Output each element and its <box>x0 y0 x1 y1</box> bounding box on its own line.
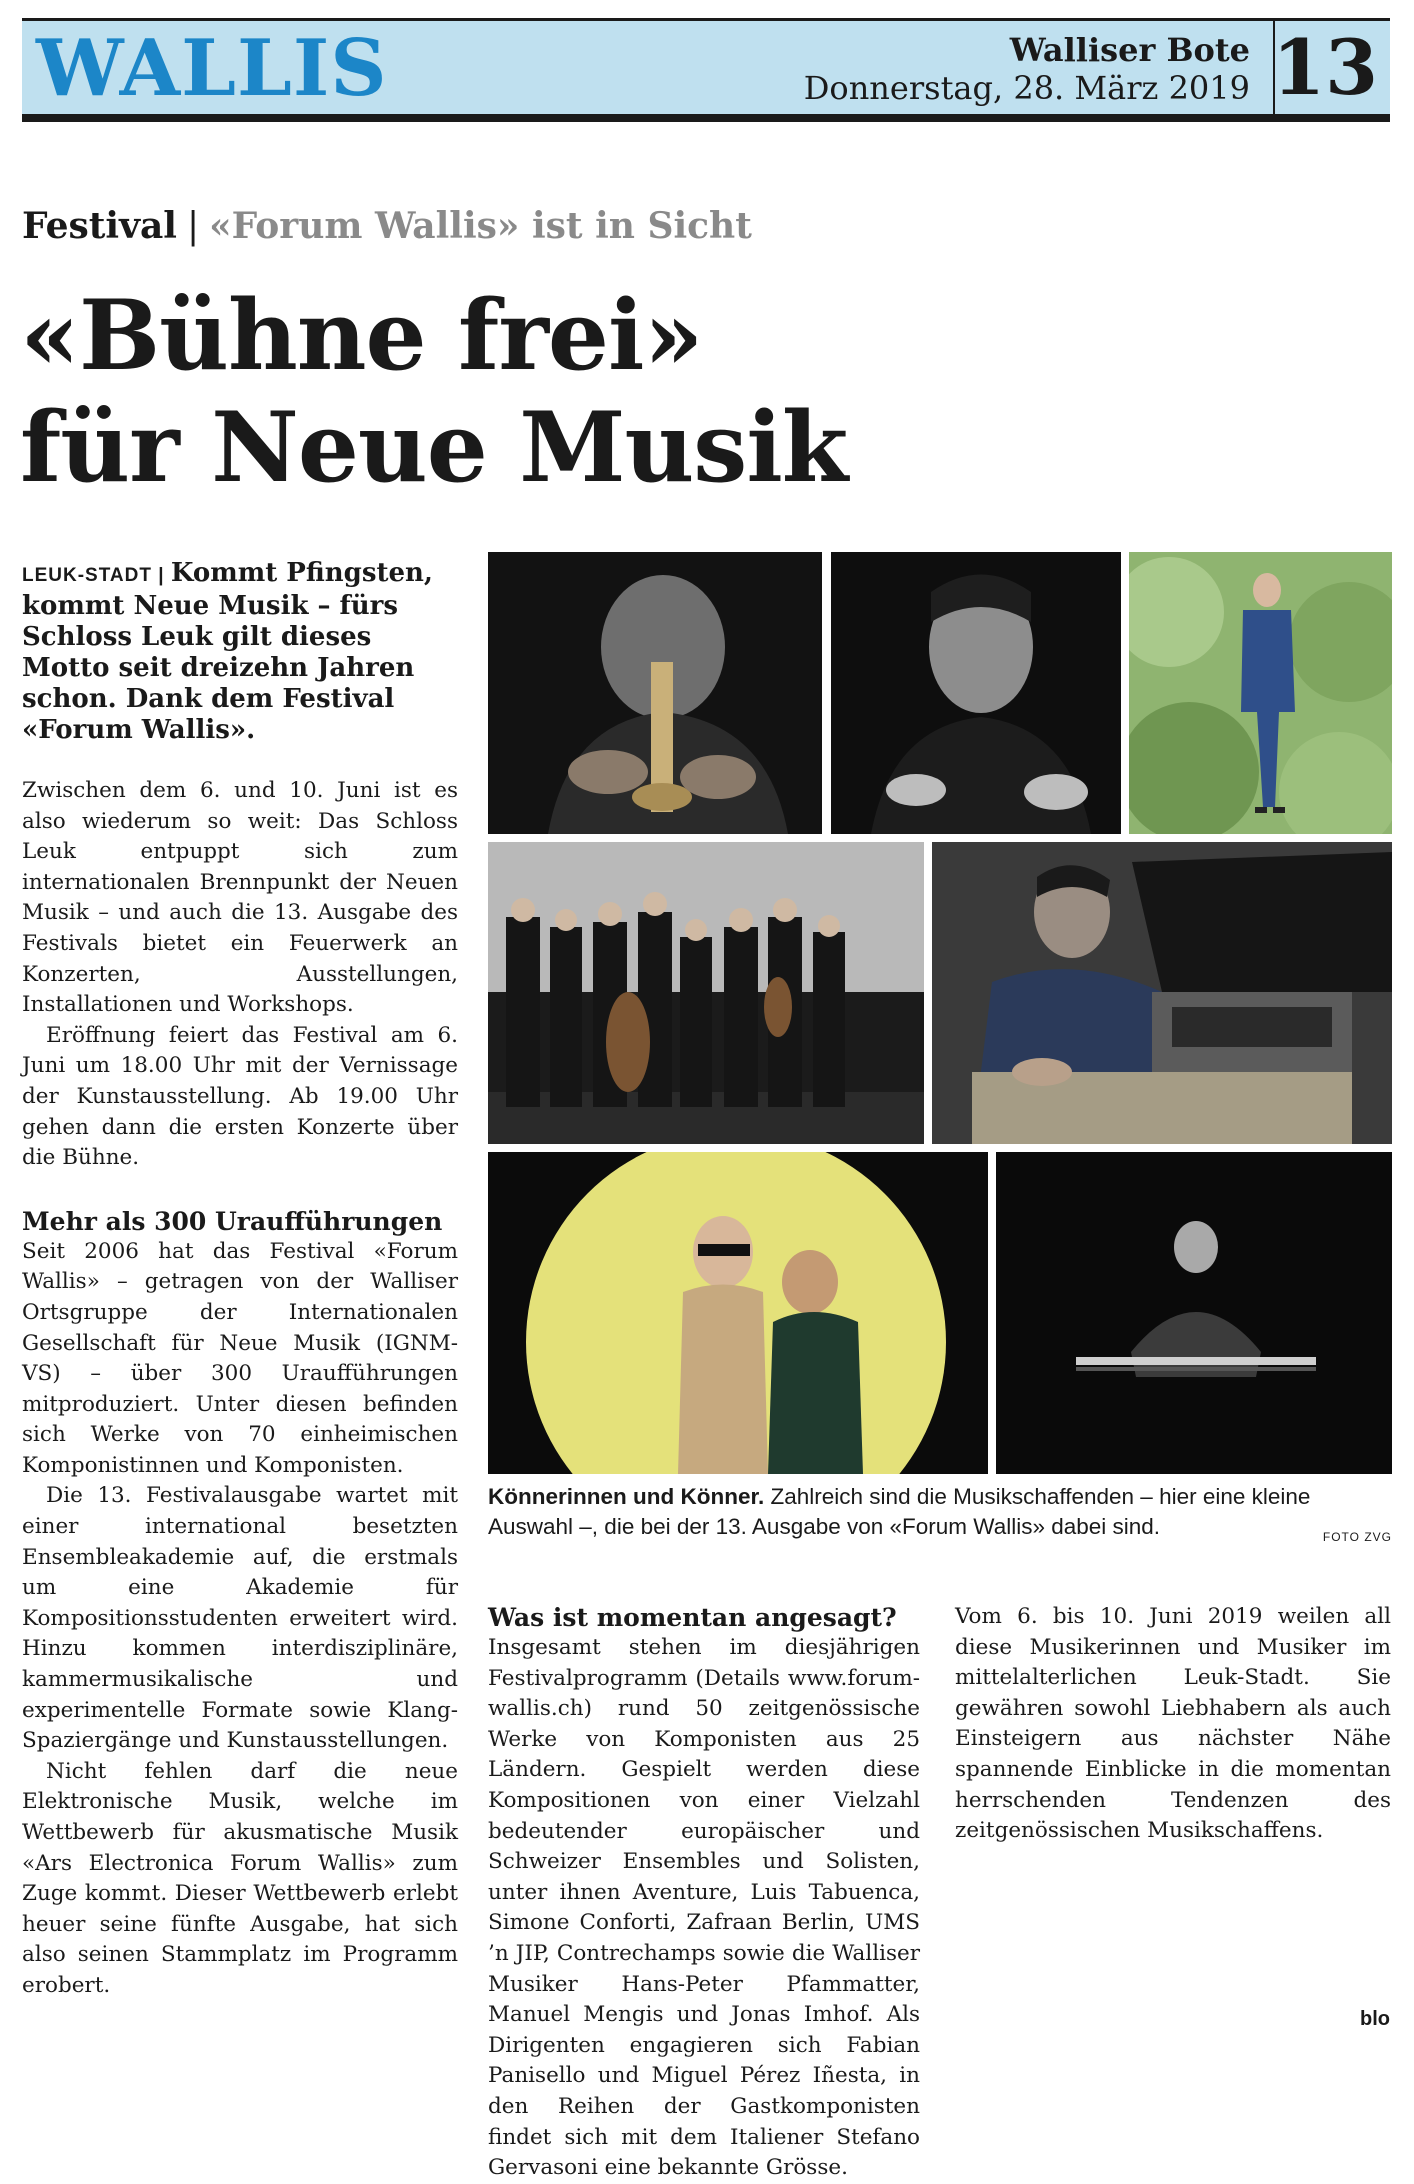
photo-performer-dark-stage <box>996 1152 1392 1474</box>
caption-text: Zahlreich sind die Musikschaffenden – hier eine kleine Auswahl –, die bei der 13. Ausgabe von «Forum Wallis» dabei sind. <box>488 1484 1311 1539</box>
page-number: 13 <box>1272 23 1378 112</box>
body-paragraph: Insgesamt stehen im diesjährigen Festivalprogramm (Details www.forum-wallis.ch) rund 50 zeitgenössische Werke von Komponisten aus 25 Ländern. Gespielt werden diese Kompositionen von einer Vielzahl bedeutender europäischer und Schweizer Ensembles und Solisten, unter ihnen Aventure, Luis Tabuenca, Simone Conforti, Zafraan Berlin, UMS ’n JIP, Contrechamps sowie die Walliser Musiker Hans-Peter Pfammatter, Manuel Mengis und Jonas Imhof. Als Dirigenten engagieren sich Fabian Panisello und Miguel Pérez Iñesta, in den Reihen der Gastkomponisten findet sich mit dem Italiener Stefano Gervasoni eine bekannte Grösse. <box>488 1635 920 2181</box>
subheading-angesagt: Was ist momentan angesagt? <box>488 1603 897 1632</box>
body-paragraph: Nicht fehlen darf die neue Elektronische Musik, welche im Wettbewerb für akusmatische Musik «Ars Electronica Forum Wallis» zum Zuge kommt. Dieser Wettbewerb erlebt heuer seine fünfte Ausgabe, hat sich also seinen Stammplatz im Programm erobert. <box>22 1758 458 1998</box>
body-paragraph: Vom 6. bis 10. Juni 2019 weilen all diese Musikerinnen und Musiker im mittelalterlichen Leuk-Stadt. Sie gewähren sowohl Liebhabern als auch Einsteigern aus nächster Nähe spannende Einblicke in die momentan herrschenden Tendenzen des zeitgenössischen Musikschaffens. <box>955 1604 1391 1844</box>
photo-duo-yellow-moon <box>488 1152 988 1474</box>
body-paragraph: Eröffnung feiert das Festival am 6. Juni um 18.00 Uhr mit der Vernissage der Kunstausstellung. Ab 19.00 Uhr gehen dann die ersten Konzerte über die Bühne. <box>22 1022 458 1171</box>
subheading-urauffuehrungen: Mehr als 300 Uraufführungen <box>22 1206 443 1236</box>
article-column-1 <box>22 776 458 2002</box>
photo-man-in-garden <box>1129 552 1392 834</box>
photo-credit: FOTO ZVG <box>1322 1530 1392 1544</box>
author-signature: blo <box>1360 2008 1390 2030</box>
photo-caption <box>488 1482 1392 1552</box>
section-title: WALLIS <box>36 23 388 114</box>
kicker <box>22 205 752 247</box>
headline-line-1: «Bühne frei» <box>20 279 703 392</box>
body-paragraph: Seit 2006 hat das Festival «Forum Wallis» – getragen von der Walliser Ortsgruppe der Internationalen Gesellschaft für Neue Musik (IGNM-VS) – über 300 Uraufführungen mitproduziert. Unter diesen befinden sich Werke von 70 einheimischen Komponistinnen und Komponisten. <box>22 1238 458 1478</box>
lead-text: Kommt Pfingsten, kommt Neue Musik – fürs Schloss Leuk gilt dieses Motto seit dreizehn Jahren schon. Dank dem Festival «Forum Wallis». <box>22 558 433 745</box>
dateline: LEUK-STADT | <box>22 565 171 586</box>
masthead-rule <box>22 114 1390 122</box>
issue-date: Donnerstag, 28. März 2019 <box>803 69 1250 107</box>
body-paragraph: Die 13. Festivalausgabe wartet mit einer international besetzten Ensembleakademie auf, die erstmals um eine Akademie für Kompositionsstudenten erweitert wird. Hinzu kommen interdisziplinäre, kammermusikalische und experimentelle Formate sowie Klang-Spaziergänge und Kunstausstellungen. <box>22 1483 458 1754</box>
kicker-subtitle: «Forum Wallis» ist in Sicht <box>209 205 752 247</box>
newspaper-name: Walliser Bote <box>1009 31 1250 69</box>
photo-trumpet-player <box>488 552 822 834</box>
caption-lead: Könnerinnen und Könner. <box>488 1484 765 1509</box>
headline-line-2: für Neue Musik <box>20 391 848 504</box>
headline <box>20 280 1020 504</box>
kicker-separator: | <box>187 206 200 247</box>
article-column-3 <box>955 1602 1391 1847</box>
photo-pianist-with-electronics <box>932 842 1392 1144</box>
lead-paragraph <box>22 558 462 746</box>
body-paragraph: Zwischen dem 6. und 10. Juni ist es also wiederum so weit: Das Schloss Leuk entpuppt sich zum internationalen Brennpunkt der Neuen Musik – und auch die 13. Ausgabe des Festivals bietet ein Feuerwerk an Konzerten, Ausstellungen, Installationen und Workshops. <box>22 778 458 1018</box>
article-column-2 <box>488 1602 920 2184</box>
photo-portrait-man <box>831 552 1121 834</box>
kicker-label: Festival <box>22 205 177 247</box>
photo-ensemble-on-stage <box>488 842 924 1144</box>
masthead <box>22 18 1390 117</box>
